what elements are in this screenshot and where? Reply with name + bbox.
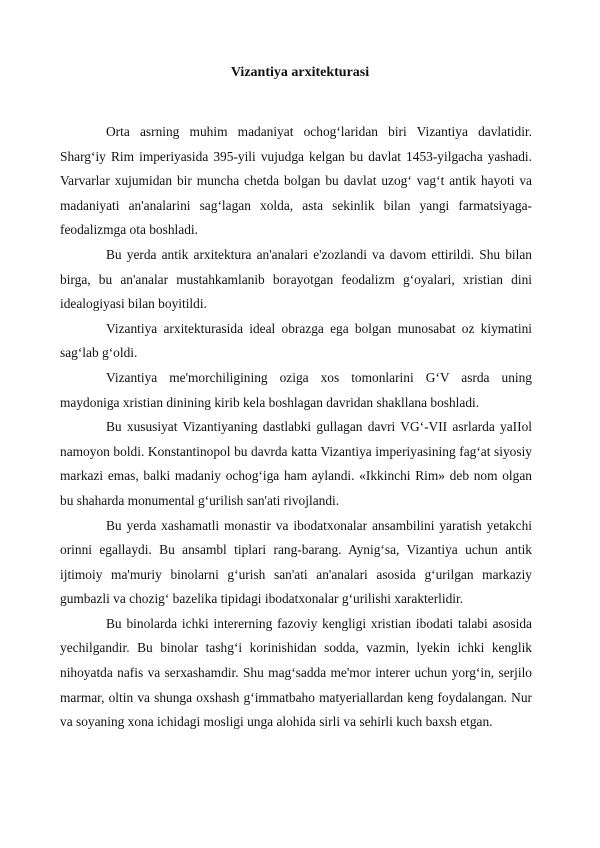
paragraph-3: Vizantiya arxitekturasida ideal obrazga ega bolgan munosabat oz kiymatini sag‘lab g‘oldi. xyxy=(60,320,532,361)
paragraph-2: Bu yerda antik arxitektura an'analari e'zozlandi va davom ettirildi. Shu bilan birga, bu an'analar mustahkamlanib borayotgan feodalizm g‘oyalari, xristian dini idealogiyasi bilan boyitildi. xyxy=(60,246,532,312)
body-text xyxy=(60,120,532,735)
paragraph-6: Bu yerda xashamatli monastir va ibodatxonalar ansambilini yaratish yetakchi orinni egallaydi. Bu ansambl tiplari rang-barang. Aynig‘sa, Vizantiya uchun antik ijtimoiy ma'muriy binolarni g‘urish san'ati an'analari asosida g‘urilgan markaziy gumbazli va chozig‘ bazelika tipidagi ibodatxonalar g‘urilishi xarakterlidir. xyxy=(60,517,532,607)
paragraph-1: Orta asrning muhim madaniyat ochog‘laridan biri Vizantiya davlatidir. Sharg‘iy Rim imperiyasida 395-yili vujudga kelgan bu davlat 1453-yilgacha yashadi. Varvarlar xujumidan bir muncha chetda bolgan bu davlat uzog‘ vag‘t antik hayoti va madaniyati an'analarini sag‘lagan xolda, asta sekinlik bilan yangi farmatsiyaga-feodalizmga ota boshladi. xyxy=(60,124,532,238)
page-title: Vizantiya arxitekturasi xyxy=(230,65,370,80)
paragraph-5: Bu xususiyat Vizantiyaning dastlabki gullagan davri VG‘-VII asrlarda yaIIol namoyon boldi. Konstantinopol bu davrda katta Vizantiya imperiyasining fag‘at siyosiy markazi emas, balki madaniy ochog‘iga ham aylandi. «Ikkinchi Rim» deb nom olgan bu shaharda monumental g‘urilish san'ati rivojlandi. xyxy=(60,419,532,508)
paragraph-4: Vizantiya me'morchiligining oziga xos tomonlarini G‘V asrda uning maydoniga xristian dinining kirib kela boshlagan davridan shakllana boshladi. xyxy=(60,369,532,410)
paragraph-7: Bu binolarda ichki intererning fazoviy kengligi xristian ibodati talabi asosida yechilgandir. Bu binolar tashg‘i korinishidan sodda, vazmin, lyekin ichki kenglik nihoyatda nafis va serxashamdir. Shu mag‘sadda me'mor interer uchun yorg‘in, serjilo marmar, oltin va shunga oxshash g‘immatbaho matyeriallardan keng foydalangan. Nur va soyaning xona ichidagi mosligi unga alohida sirli va sehirli kuch baxsh etgan. xyxy=(60,615,532,730)
